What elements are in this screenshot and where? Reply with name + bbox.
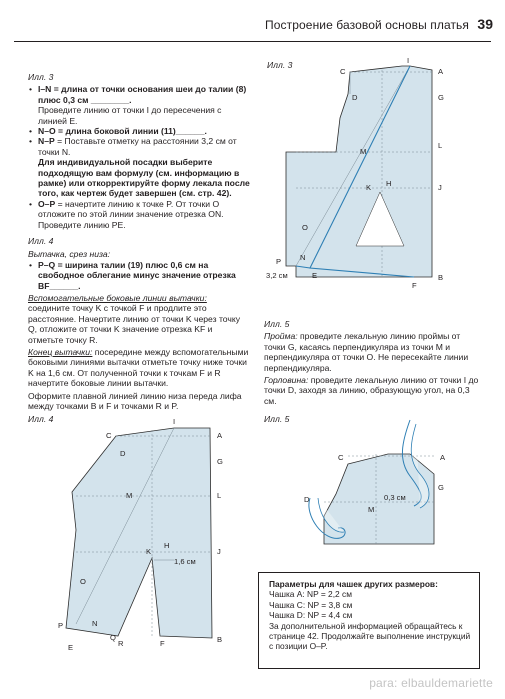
term-definition: = длина от точки основания шеи до талии (8) плюс 0,3 см ________. — [38, 84, 247, 105]
paragraph — [28, 293, 250, 345]
point-label: D — [352, 93, 358, 102]
point-label: C — [340, 67, 346, 76]
point-label: P — [276, 257, 282, 266]
point-label: M — [126, 491, 133, 500]
instruction-item — [28, 260, 250, 291]
paragraph-body: соедините точку K с точкой F и продлите это расстояние. Начертите линию от точки K через точку Q, отложите от точки K значение отрезка KF и отметьте точку R. — [28, 303, 241, 345]
figure-caption: Илл. 3 — [267, 60, 293, 70]
bodice-shape — [66, 428, 212, 638]
instruction-item — [28, 126, 250, 136]
point-label: F — [160, 639, 165, 648]
point-label: F — [412, 281, 417, 290]
point-label: N — [300, 253, 306, 262]
measurement-label: 0,3 см — [384, 493, 406, 502]
point-label: G — [438, 483, 444, 492]
point-label: H — [164, 541, 170, 550]
instruction-item — [28, 84, 250, 105]
paragraph-body: посередине между вспомогательными боковыми линиями вытачки отметьте точку ниже точки K на 1,6 см. От полученной точки к точкам F и R начертите боковые линии вытачки. — [28, 347, 249, 389]
box-note: За дополнительной информацией обращайтесь к странице 42. Продолжайте выполнение инструкций с позиции O–P. — [269, 620, 471, 652]
point-label: A — [438, 67, 444, 76]
point-label: I — [407, 56, 410, 65]
point-label: O — [302, 223, 308, 232]
box-line: Чашка D: NP = 4,4 см — [269, 610, 353, 621]
instruction-item — [28, 199, 250, 230]
paragraph-lead: Конец вытачки: — [28, 347, 93, 358]
section-heading: Илл. 3 — [28, 72, 54, 82]
point-label: J — [217, 547, 221, 556]
ill4-instructions — [28, 236, 250, 412]
figure-ill4 — [28, 414, 238, 656]
section-heading: Илл. 4 — [28, 236, 54, 246]
ill5-instructions — [264, 319, 482, 406]
point-label: H — [386, 179, 392, 188]
point-label: A — [217, 431, 223, 440]
pattern-diagram-ill4 — [28, 414, 238, 656]
point-label: O — [80, 577, 86, 586]
term-definition: = начертите линию к точке P. От точки O отложите по этой линии значение отрезка ON. Проведите линию PE. — [38, 198, 224, 230]
term: O–P — [38, 198, 56, 209]
figure-caption: Илл. 4 — [28, 414, 54, 424]
point-label: N — [92, 619, 98, 628]
page-number: 39 — [477, 16, 493, 32]
point-label: I — [173, 417, 176, 426]
paragraph-body: проведите лекальную линию проймы от точки G, касаясь перпендикуляра из точки M и перпендикуляра от точки O. Не пересекайте линии перпендикуляра. — [264, 331, 469, 373]
point-label: G — [217, 457, 223, 466]
pattern-diagram-ill3 — [262, 56, 482, 292]
point-label: M — [368, 505, 375, 514]
point-label: E — [312, 271, 318, 280]
term-definition: = длина боковой линии (11)______. — [55, 126, 207, 137]
instruction-text: Проведите линию от точки I до пересечения с линией E. — [38, 105, 222, 126]
box-line: Чашка C: NP = 3,8 см — [269, 599, 353, 610]
point-label: D — [304, 495, 310, 504]
point-label: E — [68, 643, 74, 652]
point-label: P — [58, 621, 64, 630]
point-label: G — [438, 93, 444, 102]
paragraph — [28, 347, 250, 389]
term: P–Q — [38, 259, 56, 270]
pattern-diagram-ill5 — [264, 414, 484, 558]
cup-size-info-box — [258, 572, 480, 669]
section-heading: Илл. 5 — [264, 319, 290, 329]
header-rule — [14, 41, 491, 42]
figure-ill3 — [262, 56, 482, 292]
point-label: R — [118, 639, 124, 648]
measurement-label: 1,6 см — [174, 557, 196, 566]
running-title: Построение базовой основы платья — [265, 18, 469, 32]
paragraph — [264, 375, 482, 406]
point-label: D — [120, 449, 126, 458]
point-label: L — [217, 491, 222, 500]
paragraph — [264, 331, 482, 373]
page-header — [0, 0, 505, 46]
point-label: M — [360, 147, 367, 156]
term-definition: = ширина талии (19) плюс 0,6 см на свободное облегание минус значение отрезка BF______. — [38, 259, 236, 291]
term: N–O — [38, 126, 56, 137]
box-title: Параметры для чашек других размеров: — [269, 579, 438, 589]
paragraph-body: проведите лекальную линию от точки I до точки D, заходя за линию, образующую угол, на 0,3 см. — [264, 375, 479, 406]
paragraph-lead: Вспомогательные боковые линии вытачки: — [28, 293, 207, 304]
source-credit: para: elbauldemariette — [369, 676, 493, 690]
term: N–P — [38, 136, 55, 147]
point-label: C — [106, 431, 112, 440]
point-label: J — [438, 183, 442, 192]
box-line: Чашка A: NP = 2,2 см — [269, 589, 352, 600]
instruction-item — [28, 136, 250, 157]
ill3-instructions — [28, 72, 250, 230]
point-label: L — [438, 141, 443, 150]
point-label: B — [438, 273, 444, 282]
section-subheading: Вытачка, срез низа: — [28, 249, 111, 260]
term-definition: = Поставьте отметку на расстоянии 3,2 см от точки N. — [38, 136, 237, 157]
term: I–N — [38, 84, 52, 95]
point-label: A — [440, 453, 446, 462]
point-label: B — [217, 635, 223, 644]
point-label: K — [146, 547, 152, 556]
measurement-label: 3,2 см — [266, 271, 288, 280]
point-label: Q — [110, 633, 116, 642]
instruction-note: Для индивидуальной посадки выберите подходящую вам формулу (см. информацию в рамке) или откорректируйте форму лекала после того, как чертеж будет завершен (см. стр. 42). — [38, 157, 250, 199]
point-label: C — [338, 453, 344, 462]
paragraph-lead: Пройма: — [264, 331, 298, 342]
point-label: K — [366, 183, 372, 192]
paragraph-lead: Горловина: — [264, 375, 309, 386]
paragraph: Оформите плавной линией линию низа переда лифа между точками B и F и точками R и P. — [28, 390, 242, 412]
figure-ill5 — [264, 414, 484, 558]
figure-caption: Илл. 5 — [264, 414, 290, 424]
